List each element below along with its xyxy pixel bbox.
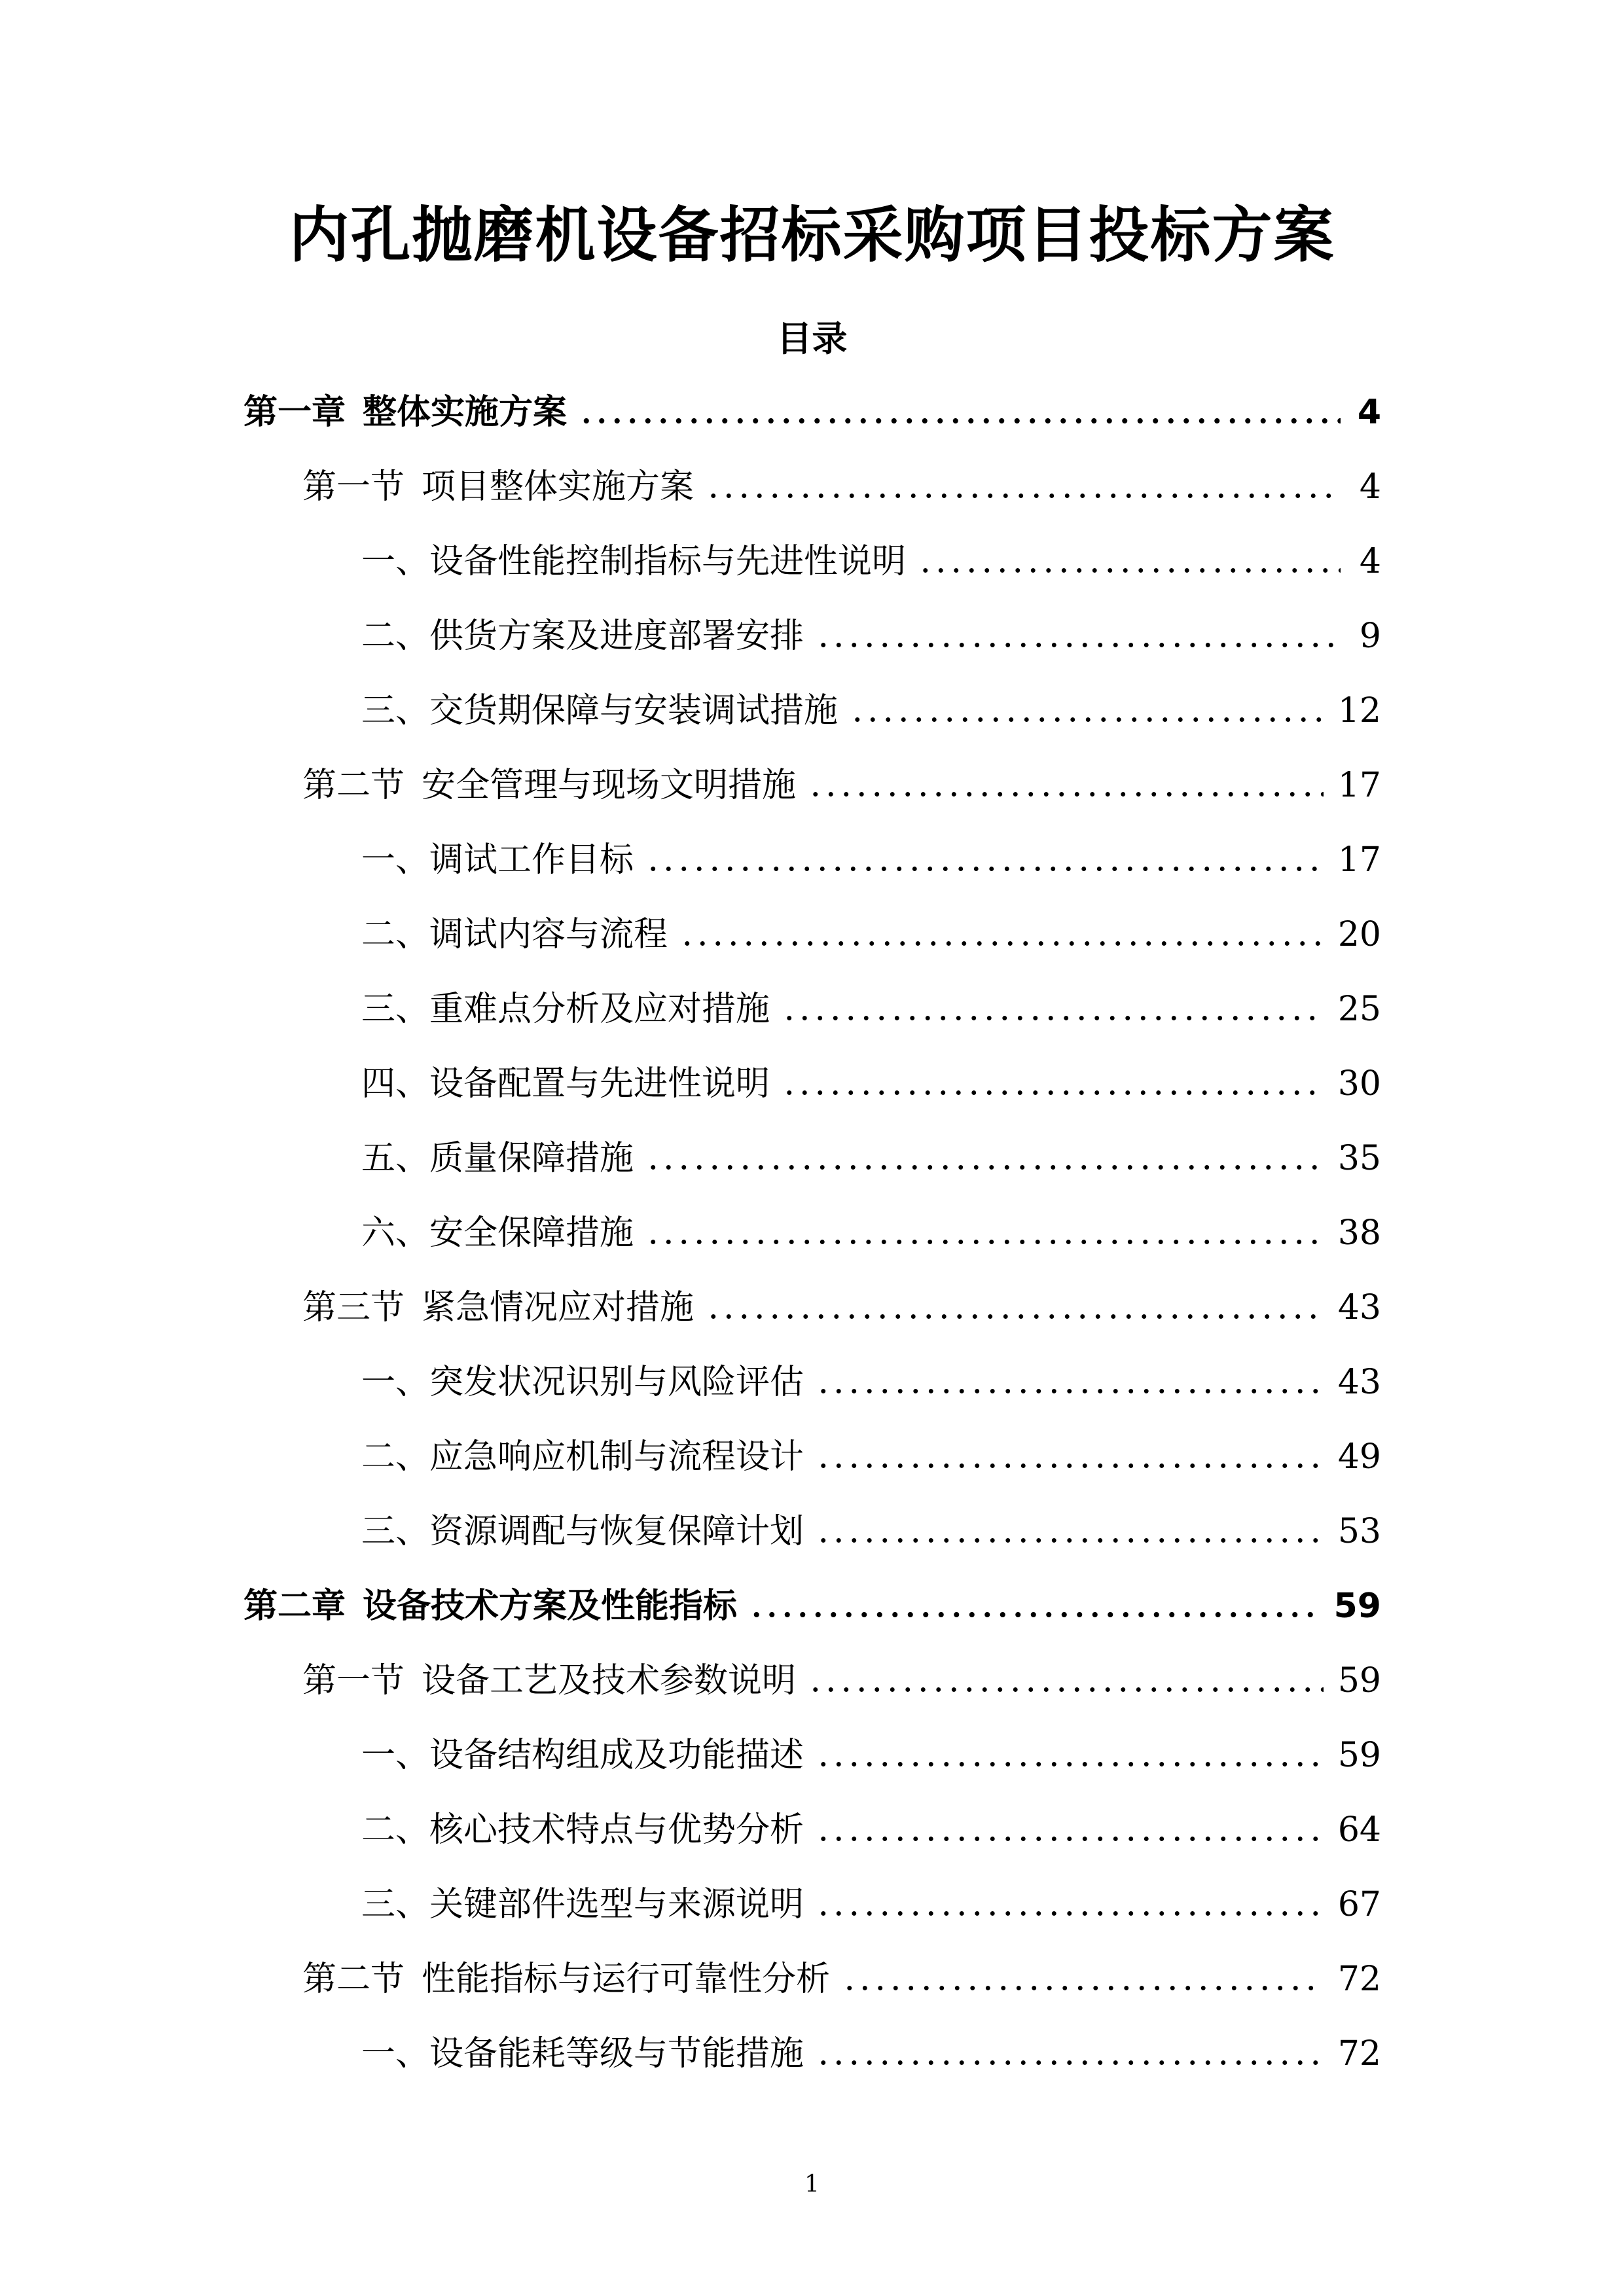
toc-entry-label [244,1575,737,1638]
toc-entry[interactable] [0,1873,1381,1948]
dot-leader [842,1984,1324,1990]
toc-entry[interactable] [0,381,1381,456]
toc-entry-page: 38 [1337,1213,1381,1253]
dot-leader [816,1835,1324,1841]
toc-entry-number: 第一节 [302,1661,405,1700]
toc-entry[interactable] [0,1948,1381,2022]
toc-entry-page: 59 [1337,1661,1381,1700]
toc-entry-text: 性能指标与运行可靠性分析 [422,1960,831,1999]
toc-entry[interactable] [0,754,1381,829]
toc-entry-label [361,1052,770,1115]
toc-entry-label [361,903,668,966]
toc-entry[interactable] [0,679,1381,754]
toc-entry-page: 17 [1337,840,1381,880]
toc-entry-text: 三、资源调配与恢复保障计划 [361,1512,804,1551]
toc-entry-number: 第二节 [302,766,405,805]
toc-entry-label [361,1873,804,1936]
toc-entry-text: 二、供货方案及进度部署安排 [361,617,804,656]
toc-entry-text: 一、设备性能控制指标与先进性说明 [361,542,907,581]
toc-entry-label [302,754,796,817]
toc-entry[interactable] [0,1575,1381,1649]
toc-entry-page: 53 [1337,1512,1381,1551]
toc-entry[interactable] [0,903,1381,978]
document-title: 内孔抛磨机设备招标采购项目投标方案 [289,200,1335,270]
toc-entry-label [361,530,906,593]
toc-entry-text: 设备工艺及技术参数说明 [422,1661,797,1700]
toc-entry-page: 25 [1337,990,1381,1029]
toc-entry[interactable] [0,1426,1381,1500]
toc-entry-page: 12 [1337,691,1381,730]
dot-leader [782,1014,1324,1020]
dot-leader [579,417,1341,423]
toc-entry-text: 三、重难点分析及应对措施 [361,990,770,1029]
toc-entry[interactable] [0,1276,1381,1351]
toc-entry-number: 第二节 [302,1960,405,1999]
page-number: 1 [804,2171,820,2198]
toc-entry-text: 三、交货期保障与安装调试措施 [361,691,839,730]
toc-entry-page: 49 [1337,1437,1381,1477]
toc-entry[interactable] [0,1202,1381,1276]
toc-entry[interactable] [0,605,1381,679]
toc-entry-page: 20 [1337,915,1381,954]
toc-entry-page: 64 [1337,1810,1381,1850]
toc-entry-label [361,1351,804,1414]
toc-entry-text: 项目整体实施方案 [422,467,695,507]
toc-entry-page: 72 [1337,2034,1381,2073]
toc-entry-page: 4 [1359,542,1381,581]
toc-entry[interactable] [0,1649,1381,1724]
dot-leader [808,1685,1324,1692]
toc-entry-page: 59 [1337,1736,1381,1775]
dot-leader [782,1088,1324,1095]
toc-entry-number: 第二章 [244,1587,346,1626]
toc-entry-label [361,605,804,668]
toc-entry-text: 一、设备能耗等级与节能措施 [361,2034,804,2073]
toc-entry[interactable] [0,1351,1381,1426]
toc-entry-label [361,1799,804,1861]
toc-entry-page: 35 [1337,1139,1381,1178]
toc-entry-label [361,1426,804,1488]
toc-entry-label [302,1948,830,2011]
toc-entry-text: 四、设备配置与先进性说明 [361,1064,770,1103]
toc-entry-page: 59 [1333,1587,1381,1626]
dot-leader [706,492,1341,498]
table-of-contents [0,381,1624,2097]
toc-entry[interactable] [0,456,1381,530]
toc-entry-label [302,456,694,518]
dot-leader [816,1909,1324,1916]
toc-entry-page: 30 [1337,1064,1381,1103]
toc-entry-number: 第一节 [302,467,405,507]
dot-leader [816,1462,1324,1468]
toc-entry[interactable] [0,829,1381,903]
toc-entry[interactable] [0,978,1381,1052]
toc-entry-page: 17 [1337,766,1381,805]
toc-entry-label [361,1500,804,1563]
dot-leader [816,1536,1324,1543]
toc-entry-text: 安全管理与现场文明措施 [422,766,797,805]
toc-entry-label [244,381,567,444]
toc-entry-text: 一、调试工作目标 [361,840,634,880]
dot-leader [645,1238,1324,1244]
dot-leader [706,1312,1324,1319]
toc-entry-number: 第一章 [244,393,346,432]
dot-leader [816,1387,1324,1393]
dot-leader [749,1611,1320,1617]
toc-entry-page: 67 [1337,1885,1381,1924]
toc-entry-page: 72 [1337,1960,1381,1999]
dot-leader [816,641,1341,647]
toc-entry-number: 第三节 [302,1288,405,1327]
dot-leader [645,1163,1324,1170]
toc-entry-text: 二、应急响应机制与流程设计 [361,1437,804,1477]
toc-entry-label [361,679,838,742]
toc-heading: 目录 [776,318,848,359]
toc-entry-text: 二、调试内容与流程 [361,915,668,954]
toc-entry-label [302,1649,796,1712]
toc-entry[interactable] [0,1127,1381,1202]
toc-entry-text: 六、安全保障措施 [361,1213,634,1253]
toc-entry[interactable] [0,1052,1381,1127]
toc-entry[interactable] [0,1500,1381,1575]
toc-entry-label [361,1127,634,1190]
toc-entry-text: 紧急情况应对措施 [422,1288,695,1327]
toc-entry[interactable] [0,2022,1381,2097]
toc-entry-page: 43 [1337,1363,1381,1402]
toc-entry-text: 一、突发状况识别与风险评估 [361,1363,804,1402]
toc-entry-page: 4 [1359,467,1381,507]
toc-entry-label [302,1276,694,1339]
toc-entry-label [361,978,770,1041]
toc-entry-label [361,1202,634,1265]
toc-entry[interactable] [0,1724,1381,1799]
dot-leader [816,2058,1324,2065]
toc-entry-page: 43 [1337,1288,1381,1327]
toc-entry-page: 9 [1359,617,1381,656]
toc-entry-label [361,1724,804,1787]
toc-entry-text: 三、关键部件选型与来源说明 [361,1885,804,1924]
toc-entry-label [361,2022,804,2085]
toc-entry-page: 4 [1357,393,1381,432]
toc-entry-text: 五、质量保障措施 [361,1139,634,1178]
dot-leader [816,1760,1324,1767]
dot-leader [645,865,1324,871]
toc-entry-text: 一、设备结构组成及功能描述 [361,1736,804,1775]
toc-entry[interactable] [0,530,1381,605]
toc-entry-label [361,829,634,891]
toc-entry-text: 二、核心技术特点与优势分析 [361,1810,804,1850]
toc-entry-text: 设备技术方案及性能指标 [363,1587,738,1626]
dot-leader [808,790,1324,797]
toc-entry-text: 整体实施方案 [363,393,568,432]
dot-leader [679,939,1324,946]
dot-leader [850,715,1324,722]
toc-entry[interactable] [0,1799,1381,1873]
dot-leader [918,566,1341,573]
